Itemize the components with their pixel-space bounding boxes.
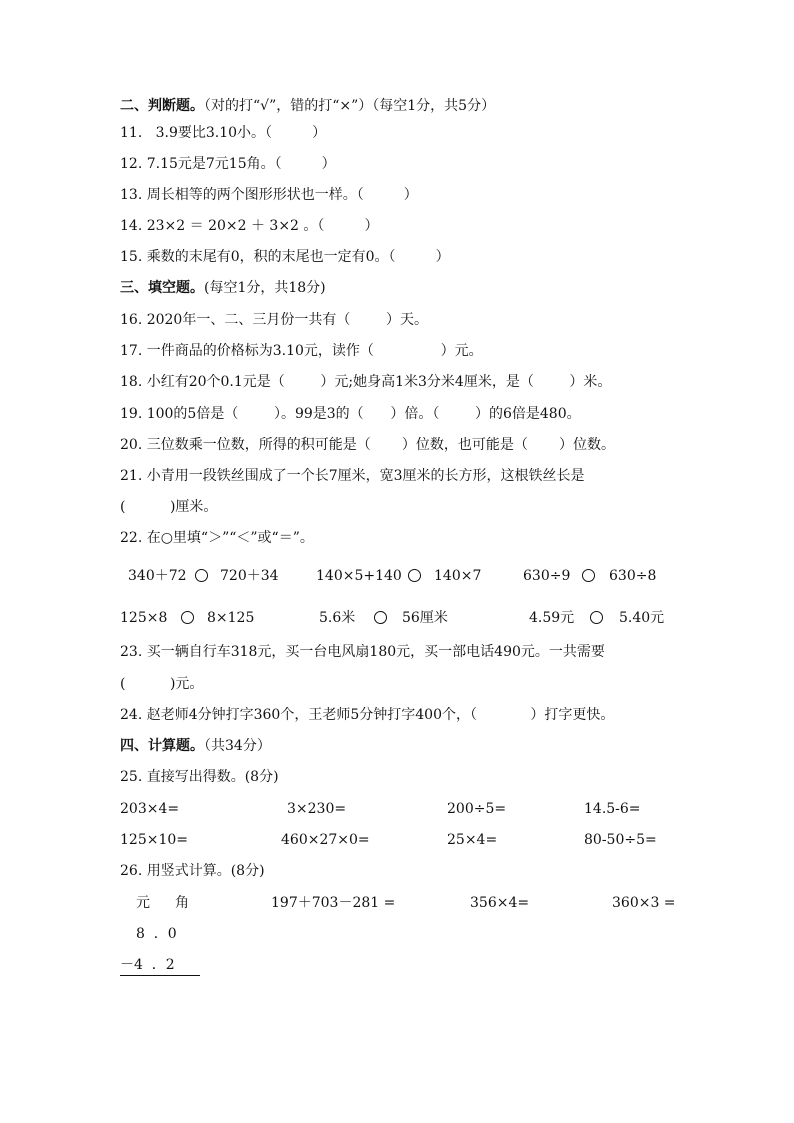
- calc-25-5: 125×10=: [120, 832, 188, 848]
- compare-6-left: 4.59元: [529, 610, 575, 626]
- calc-26-1: 197＋703－281 =: [271, 895, 396, 911]
- question-19: 19. 100的5倍是（ ）。99是3的（ ）倍。（ ）的6倍是480。: [120, 406, 581, 422]
- question-11: 11. 3.9要比3.10小。（ ）: [120, 125, 327, 141]
- question-23: 23. 买一辆自行车318元，买一台电风扇180元，买一部电话490元。一共需要: [120, 644, 605, 660]
- circle-blank-icon: [374, 611, 387, 624]
- calc-26-3: 360×3 =: [612, 895, 676, 911]
- compare-2-circle[interactable]: [408, 566, 421, 586]
- calc-25-8: 80-50÷5=: [584, 832, 657, 848]
- section4-title: 四、计算题。: [120, 738, 204, 754]
- compare-5-circle[interactable]: [374, 608, 387, 628]
- question-14: 14. 23×2 ＝ 20×2 ＋ 3×2 。（ ）: [120, 218, 379, 234]
- compare-1-right: 720＋34: [220, 568, 279, 584]
- question-17: 17. 一件商品的价格标为3.10元，读作（ ）元。: [120, 343, 483, 359]
- question-13: 13. 周长相等的两个图形形状也一样。（ ）: [120, 187, 418, 203]
- section4-note: （共34分）: [204, 738, 271, 754]
- question-23-continued: ( )元。: [120, 676, 204, 692]
- section2-title: 二、判断题。: [120, 98, 204, 114]
- calc-25-3: 200÷5=: [447, 801, 507, 817]
- compare-1-circle[interactable]: [195, 566, 208, 586]
- compare-4-left: 125×8: [120, 610, 168, 626]
- circle-blank-icon: [195, 569, 208, 582]
- question-22: 22. 在○里填“＞”“＜”或“＝”。: [120, 530, 314, 546]
- section4-heading: [120, 736, 271, 756]
- circle-blank-icon: [181, 611, 194, 624]
- question-12: 12. 7.15元是7元15角。（ ）: [120, 156, 336, 172]
- compare-3-left: 630÷9: [523, 568, 571, 584]
- compare-5-right: 56厘米: [402, 610, 448, 626]
- calc-25-6: 460×27×0=: [281, 832, 370, 848]
- question-16: 16. 2020年一、二、三月份一共有（ ）天。: [120, 312, 428, 328]
- vertical-subtrahend: －4 ．2: [120, 955, 200, 976]
- calc-25-1: 203×4=: [120, 801, 180, 817]
- question-25: 25. 直接写出得数。(8分): [120, 769, 279, 785]
- question-26: 26. 用竖式计算。(8分): [120, 863, 265, 879]
- circle-blank-icon: [408, 569, 421, 582]
- vertical-header-jiao: 角: [175, 895, 189, 911]
- section2-note: （对的打“√”，错的打“×”）（每空1分，共5分）: [204, 98, 496, 114]
- calc-26-2: 356×4=: [470, 895, 530, 911]
- compare-4-right: 8×125: [207, 610, 255, 626]
- compare-3-circle[interactable]: [582, 566, 595, 586]
- compare-2-right: 140×7: [434, 568, 482, 584]
- calc-25-2: 3×230=: [287, 801, 347, 817]
- calc-25-4: 14.5-6=: [584, 801, 641, 817]
- question-20: 20. 三位数乘一位数，所得的积可能是（ ）位数，也可能是（ ）位数。: [120, 437, 616, 453]
- section3-note: (每空1分，共18分): [204, 280, 326, 296]
- circle-blank-icon: [582, 569, 595, 582]
- question-18: 18. 小红有20个0.1元是（ ）元;她身高1米3分米4厘米，是（ ）米。: [120, 374, 612, 390]
- compare-6-circle[interactable]: [590, 608, 603, 628]
- calc-25-7: 25×4=: [447, 832, 498, 848]
- compare-6-right: 5.40元: [619, 610, 665, 626]
- compare-1-left: 340＋72: [128, 568, 187, 584]
- vertical-minuend: 8 ．0: [136, 926, 177, 942]
- question-21: 21. 小青用一段铁丝围成了一个长7厘米，宽3厘米的长方形，这根铁丝长是: [120, 468, 585, 484]
- question-21-continued: ( )厘米。: [120, 499, 218, 515]
- vertical-header-yuan: 元: [136, 895, 150, 911]
- compare-2-left: 140×5+140: [316, 568, 402, 584]
- section3-heading: [120, 278, 326, 298]
- section3-title: 三、填空题。: [120, 280, 204, 296]
- question-15: 15. 乘数的末尾有0，积的末尾也一定有0。（ ）: [120, 249, 450, 265]
- question-24: 24. 赵老师4分钟打字360个，王老师5分钟打字400个，（ ）打字更快。: [120, 707, 615, 723]
- compare-3-right: 630÷8: [609, 568, 657, 584]
- section2-heading: [120, 96, 495, 116]
- compare-4-circle[interactable]: [181, 608, 194, 628]
- compare-5-left: 5.6米: [319, 610, 356, 626]
- circle-blank-icon: [590, 611, 603, 624]
